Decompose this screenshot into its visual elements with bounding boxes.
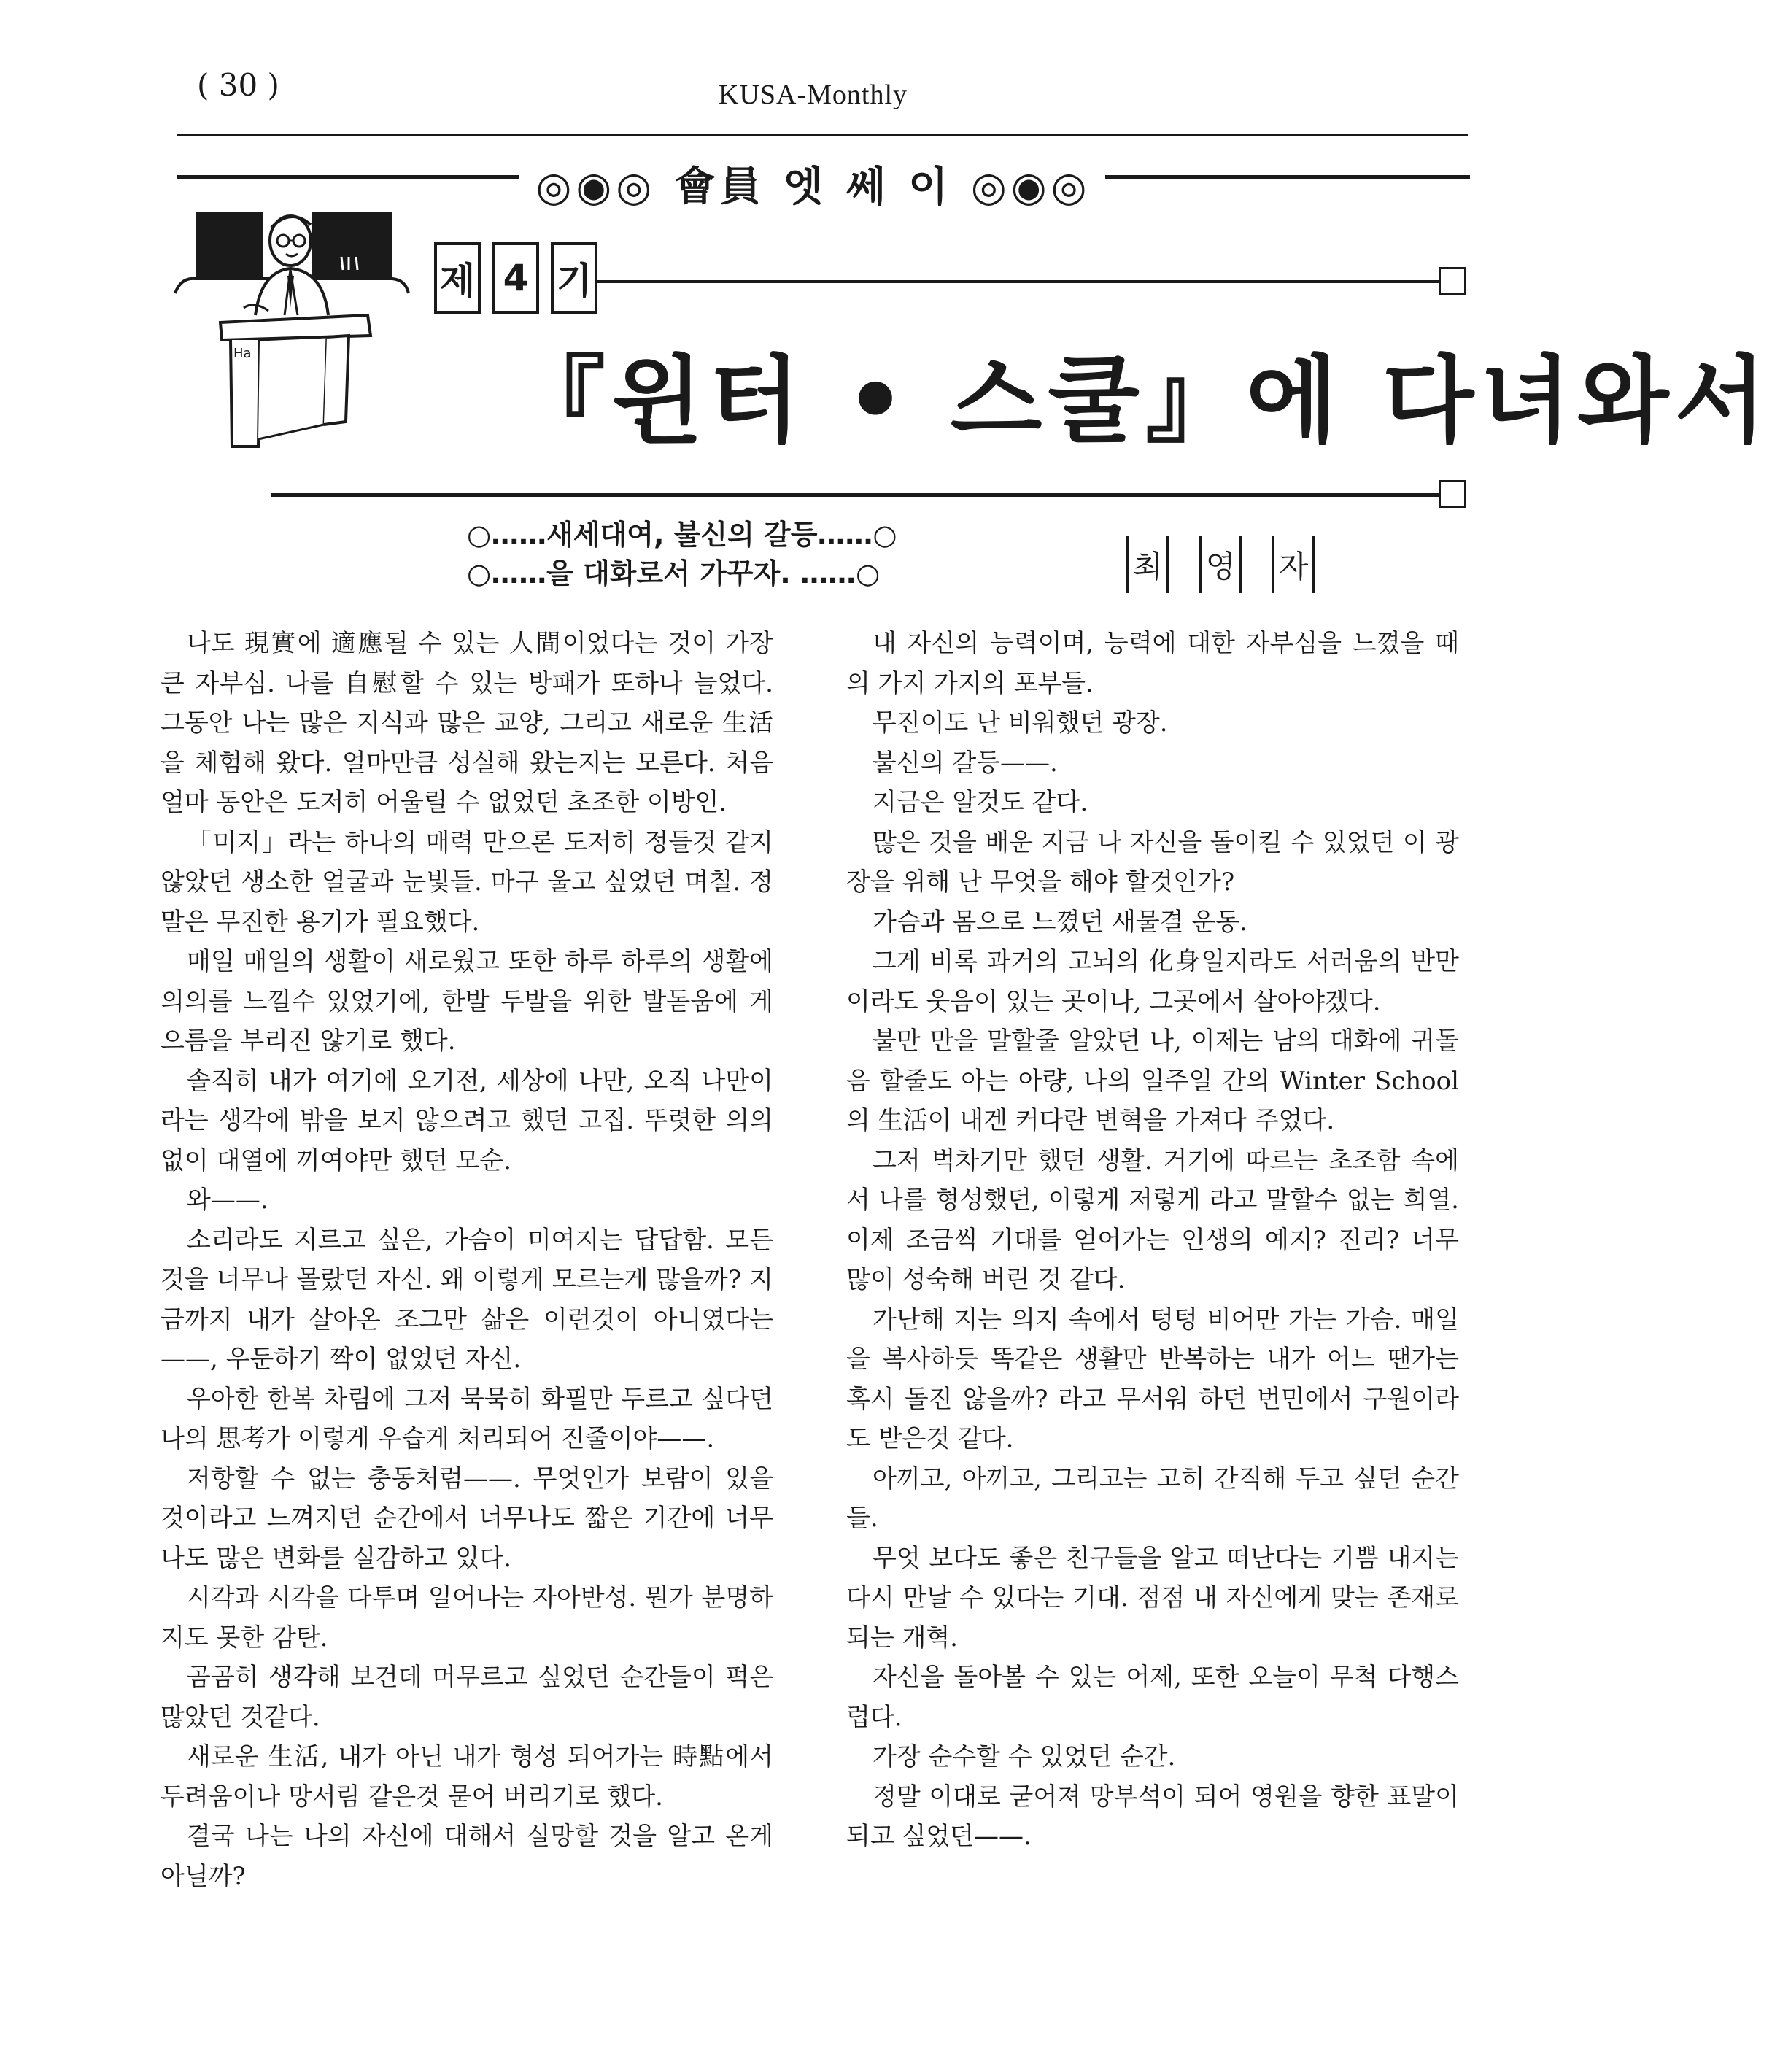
paragraph: 무진이도 난 비워했던 광장. (873, 708, 1168, 738)
paragraph: 우아한 한복 차림에 그저 묵묵히 화필만 두르고 싶다던 나의 思考가 이렇게 우습게 처리되어 진줄이야——. (160, 1384, 773, 1453)
title-rule-bottom-end (1439, 480, 1466, 508)
paragraph: 그게 비록 과거의 고뇌의 化身일지라도 서러움의 반만 이라도 웃음이 있는 곳이나, 그곳에서 살아야겠다. (846, 947, 1459, 1016)
banner-rule-left (177, 175, 519, 179)
body-right-column (846, 624, 1459, 1857)
paragraph: 새로운 生活, 내가 아닌 내가 형성 되어가는 時點에서 두려움이나 망서림 같은것 묻어 버리기로 했다. (160, 1742, 773, 1812)
board-text: Ha (233, 346, 252, 361)
author-char-2: 영 (1199, 536, 1242, 593)
paragraph: 「미지」라는 하나의 매력 만으론 도저히 정들것 같지 않았던 생소한 얼굴과 눈빛들. 마구 울고 싶었던 며칠. 정말은 무진한 용기가 필요했다. (160, 827, 773, 937)
title-rule-bottom (271, 493, 1439, 497)
paragraph: 자신을 돌아볼 수 있는 어제, 또한 오늘이 무척 다행스럽다. (846, 1663, 1459, 1732)
paragraph: 정말 이대로 굳어져 망부석이 되어 영원을 향한 표말이 되고 싶었던——. (846, 1782, 1459, 1851)
article-title: 『윈터 • 스쿨』에 다녀와서 (511, 345, 1772, 456)
paragraph: 저항할 수 없는 충동처럼——. 무엇인가 보람이 있을 것이라고 느껴지던 순간에서 너무나도 짧은 기간에 너무나도 많은 변화를 실감하고 있다. (160, 1464, 773, 1573)
title-rule-top-end (1439, 267, 1466, 295)
series-box-3: 기 (551, 242, 597, 314)
paragraph: 많은 것을 배운 지금 나 자신을 돌이킬 수 있었던 이 광장을 위해 난 무엇을 해야 할것인가? (846, 827, 1459, 897)
paragraph: 곰곰히 생각해 보건데 머무르고 싶었던 순간들이 퍽은 많았던 것같다. (160, 1663, 773, 1732)
author-char-3: 자 (1272, 536, 1315, 593)
paragraph: 나도 現實에 適應될 수 있는 人間이었다는 것이 가장 큰 자부심. 나를 自慰할 수 있는 방패가 또하나 늘었다. 그동안 나는 많은 지식과 많은 교양, 그리고 새로운 生活을 체험해 왔다. 얼마만큼 성실해 왔는지는 모른다. 처음 얼마 동안은 도저히 어울릴 수 없었던 초조한 이방인. (160, 629, 773, 817)
paragraph: 가슴과 몸으로 느꼈던 새물결 운동. (873, 907, 1247, 937)
banner-rule-right (1105, 175, 1470, 179)
paragraph: 결국 나는 나의 자신에 대해서 실망할 것을 알고 온게 아닐까? (160, 1822, 773, 1891)
series-box-2: 4 (492, 242, 539, 314)
paragraph: 가난해 지는 의지 속에서 텅텅 비어만 가는 가슴. 매일을 복사하듯 똑같은 생활만 반복하는 내가 어느 땐가는 혹시 돌진 않을까? 라고 무서워 하던 번민에서 구원이라도 받은것 같다. (846, 1304, 1459, 1453)
paragraph: 아끼고, 아끼고, 그리고는 고히 간직해 두고 싶던 순간들. (846, 1464, 1459, 1533)
header-rule (177, 134, 1468, 136)
speaker-at-podium-icon (174, 206, 414, 454)
paragraph: 솔직히 내가 여기에 오기전, 세상에 나만, 오직 나만이라는 생각에 밖을 보지 않으려고 했던 고집. 뚜렷한 의의 없이 대열에 끼여야만 했던 모순. (160, 1066, 773, 1175)
paragraph: 내 자신의 능력이며, 능력에 대한 자부심을 느꼈을 때의 가지 가지의 포부들. (846, 629, 1459, 698)
subtitle-line-1: ○……새세대여, 불신의 갈등……○ (467, 519, 897, 551)
paragraph: 시각과 시각을 다투며 일어나는 자아반성. 뭔가 분명하지도 못한 감탄. (160, 1583, 773, 1652)
author-char-1: 최 (1126, 536, 1169, 593)
paragraph: 와——. (187, 1186, 268, 1215)
paragraph: 지금은 알것도 같다. (873, 788, 1088, 817)
paragraph: 매일 매일의 생활이 새로웠고 또한 하루 하루의 생활에 의의를 느낄수 있었기에, 한발 두발을 위한 발돋움에 게으름을 부리진 않기로 했다. (160, 947, 773, 1056)
series-box-1: 제 (434, 242, 481, 314)
paragraph: 불만 만을 말할줄 알았던 나, 이제는 남의 대화에 귀돌음 할줄도 아는 아량, 나의 일주일 간의 Winter School의 生活이 내겐 커다란 변혁을 가져다 주었다. (846, 1027, 1459, 1135)
paragraph: 소리라도 지르고 싶은, 가슴이 미여지는 답답함. 모든것을 너무나 몰랐던 자신. 왜 이렇게 모르는게 많을까? 지금까지 내가 살아온 조그만 삶은 이런것이 아니였다는——, 우둔하기 짝이 없었던 자신. (160, 1225, 773, 1374)
paragraph: 그저 벅차기만 했던 생활. 거기에 따르는 초조함 속에서 나를 형성했던, 이렇게 저렇게 라고 말할수 없는 희열. 이제 조금씩 기대를 얻어가는 인생의 예지? 진리? 너무 많이 성숙해 버린 것 같다. (846, 1145, 1459, 1294)
paragraph: 불신의 갈등——. (873, 748, 1058, 778)
page-number: ( 30 ) (197, 67, 279, 103)
paragraph: 가장 순수할 수 있었던 순간. (873, 1742, 1176, 1771)
body-left-column (160, 624, 773, 1896)
speaker-illustration (174, 206, 414, 454)
section-banner: ◎◉◎ 會員 엣 쎄 이 ◎◉◎ (535, 163, 1091, 211)
title-rule-top (595, 280, 1441, 283)
subtitle-line-2: ○……을 대화로서 가꾸자. ……○ (467, 557, 881, 589)
journal-name: KUSA-Monthly (719, 80, 908, 110)
paragraph: 무엇 보다도 좋은 친구들을 알고 떠난다는 기쁨 내지는 다시 만날 수 있다는 기대. 점점 내 자신에게 맞는 존재로 되는 개혁. (846, 1543, 1459, 1652)
